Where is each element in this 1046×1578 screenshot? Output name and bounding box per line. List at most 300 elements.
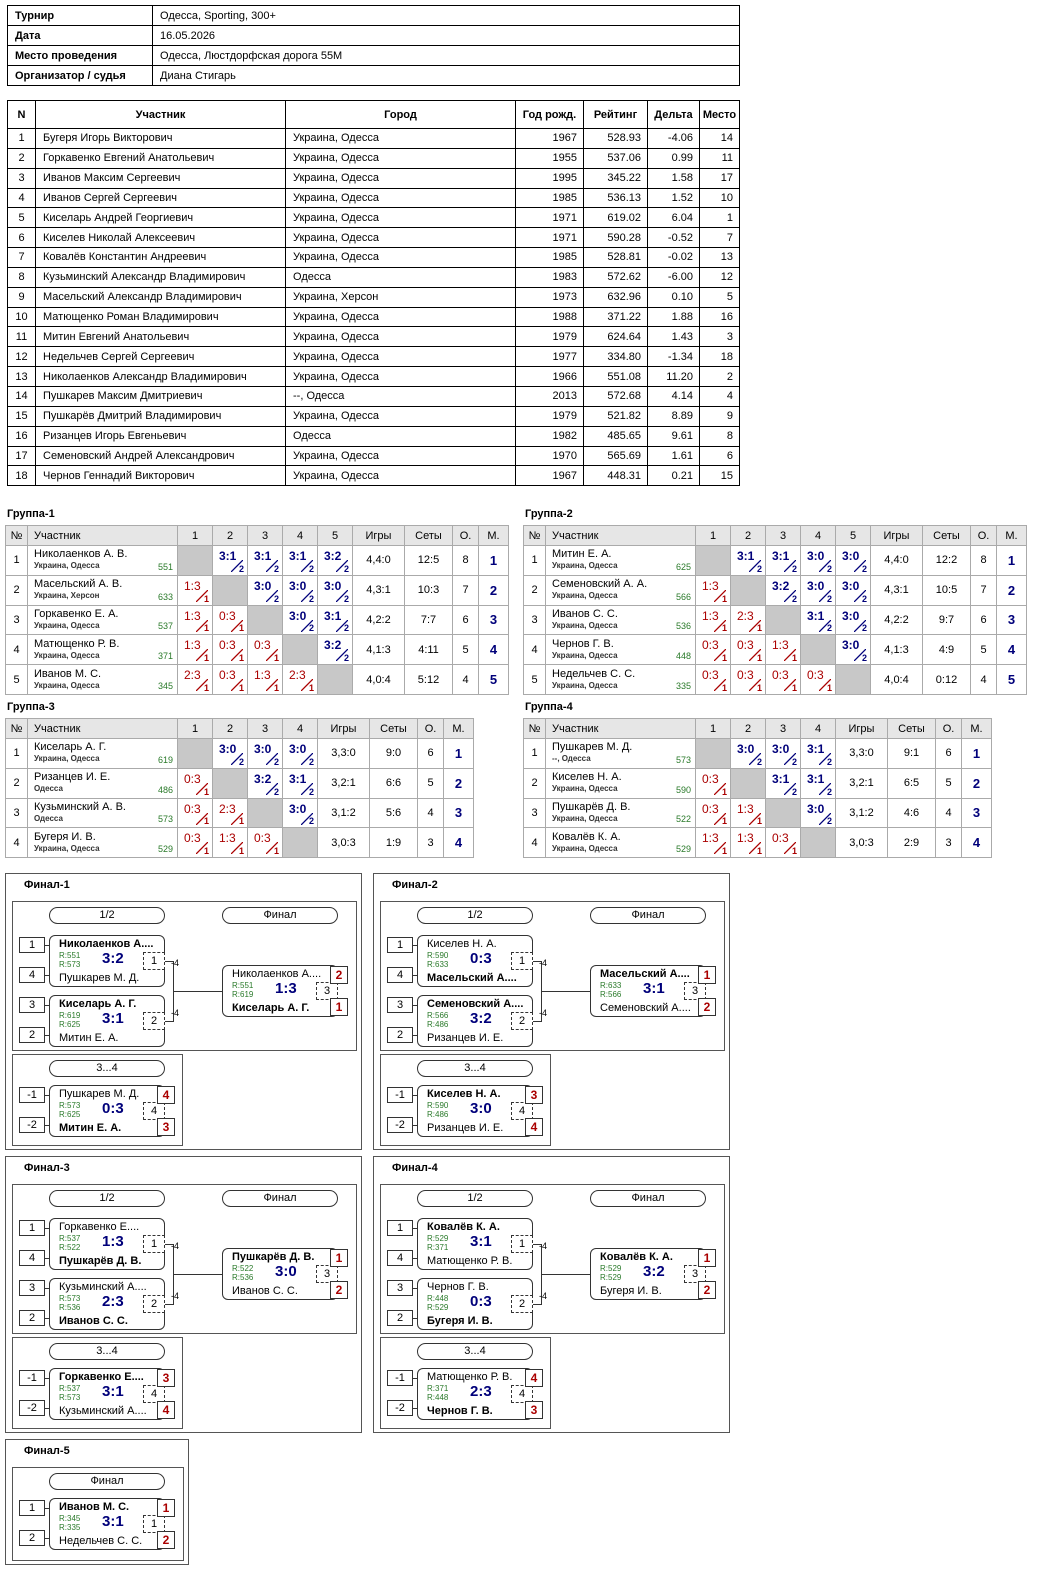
group-column-header: 5: [318, 526, 353, 546]
match-player1: Кузьминский А....: [59, 1281, 147, 1293]
participant-place: 2: [700, 367, 740, 387]
player-city: Украина, Одесса: [34, 620, 100, 630]
result-cell: [731, 665, 766, 695]
player-place: 1: [997, 546, 1027, 576]
group-column-header: №: [524, 719, 546, 739]
participant-name: Матющенко Роман Владимирович: [36, 307, 286, 327]
player-city: Украина, Одесса: [34, 650, 100, 660]
match-player2: Иванов С. С.: [232, 1285, 298, 1297]
participant-row: [8, 248, 740, 268]
third-place-bracket: [380, 1337, 551, 1429]
result-score: 3:1: [772, 549, 790, 563]
player-cell: [546, 546, 696, 576]
participant-delta: 1.61: [648, 446, 700, 466]
match-score: 3:1: [470, 1233, 492, 1250]
result-cell: [213, 739, 248, 769]
player-place: 2: [479, 575, 509, 605]
match-player1: Семеновский А....: [427, 998, 524, 1010]
final-title: Финал-1: [24, 879, 70, 891]
match-rating1: R:551: [232, 981, 254, 990]
result-cell: [248, 635, 283, 665]
participant-rating: 572.68: [584, 386, 648, 406]
result-score: 0:3: [219, 668, 236, 683]
match-player2: Бугеря И. В.: [427, 1315, 493, 1327]
seed-box: -2: [19, 1400, 45, 1416]
participant-rating: 334.80: [584, 347, 648, 367]
final-bracket: [12, 1184, 357, 1334]
result-points: 1: [756, 653, 762, 664]
match-player1: Ковалёв К. А.: [600, 1251, 673, 1263]
result-points: 1: [203, 786, 209, 797]
match-table: 2: [511, 1012, 533, 1030]
match-rating1: R:590: [427, 951, 449, 960]
participant-rating: 485.65: [584, 426, 648, 446]
match-rating1: R:619: [59, 1011, 81, 1020]
result-cell: [178, 665, 213, 695]
result: [766, 828, 800, 857]
player-sets: 4:11: [405, 635, 453, 665]
diagonal-cell: [213, 768, 248, 798]
player-city: Украина, Одесса: [34, 754, 100, 764]
match-table: 1: [511, 952, 533, 970]
player-points: 5: [936, 768, 962, 798]
player-city: Украина, Одесса: [552, 620, 618, 630]
participant-rating: 345.22: [584, 168, 648, 188]
player-points: 6: [418, 739, 444, 769]
player-number: 2: [6, 575, 28, 605]
player-sets: 10:5: [923, 575, 971, 605]
participant-birth-year: 1955: [516, 148, 584, 168]
match-box: [417, 935, 533, 987]
match-rating1: R:566: [427, 1011, 449, 1020]
result-score: 3:0: [807, 549, 825, 563]
seed-box: -2: [387, 1117, 413, 1133]
participant-place: 6: [700, 446, 740, 466]
loser-label: -4: [171, 958, 180, 968]
participant-rating: 565.69: [584, 446, 648, 466]
player-sets: 6:6: [370, 768, 418, 798]
diagonal-cell: [178, 546, 213, 576]
result-score: 3:0: [289, 801, 307, 816]
participant-name: Митин Евгений Анатольевич: [36, 327, 286, 347]
result-points: 1: [203, 846, 209, 857]
player-number: 2: [6, 768, 28, 798]
match-table: 2: [143, 1012, 165, 1030]
participant-row: [8, 426, 740, 446]
player-number: 3: [524, 605, 546, 635]
participant-birth-year: 1985: [516, 188, 584, 208]
round-label: 3...4: [417, 1060, 533, 1077]
result-score: 3:2: [254, 771, 272, 786]
result-score: 3:0: [842, 549, 860, 563]
group-column-header: О.: [936, 719, 962, 739]
player-number: 3: [524, 798, 546, 828]
participant-city: Украина, Одесса: [286, 307, 516, 327]
player-city: Украина, Одесса: [34, 680, 100, 690]
result: [696, 799, 730, 828]
match-player1: Горкавенко Е....: [59, 1371, 144, 1383]
result-cell: [283, 575, 318, 605]
loser-label: -4: [539, 1291, 548, 1301]
match-player2: Митин Е. А.: [59, 1032, 119, 1044]
participant-number: 2: [8, 148, 36, 168]
match-rating1: R:573: [59, 1294, 81, 1303]
match-player1: Киселарь А. Г.: [59, 998, 137, 1010]
result-cell: [318, 605, 353, 635]
round-label: 1/2: [49, 1190, 165, 1207]
match-table: 1: [143, 952, 165, 970]
participant-name: Николаенков Александр Владимирович: [36, 367, 286, 387]
group-row: [524, 665, 1027, 695]
player-place: 1: [479, 546, 509, 576]
diagonal-cell: [283, 828, 318, 858]
participant-rating: 572.62: [584, 267, 648, 287]
result-points: 2: [343, 653, 349, 664]
participant-city: --, Одесса: [286, 386, 516, 406]
group-column-header: 4: [801, 719, 836, 739]
result-score: 3:0: [289, 608, 307, 623]
column-header: Город: [286, 101, 516, 129]
player-place: 2: [962, 768, 992, 798]
result-points: 1: [273, 653, 279, 664]
participant-number: 1: [8, 129, 36, 149]
result: [766, 576, 800, 605]
participant-row: [8, 148, 740, 168]
match-box: [49, 1218, 165, 1270]
participant-number: 6: [8, 228, 36, 248]
result-points: 1: [721, 682, 727, 693]
final-panel: [373, 873, 730, 1150]
result: [766, 769, 800, 798]
player-points: 4: [418, 798, 444, 828]
player-number: 4: [6, 635, 28, 665]
result-cell: [318, 546, 353, 576]
player-sets: 4:9: [923, 635, 971, 665]
participant-delta: 0.99: [648, 148, 700, 168]
result: [696, 576, 730, 605]
player-rating: 537: [157, 621, 173, 632]
result-points: 1: [238, 816, 244, 827]
player-number: 4: [524, 828, 546, 858]
player-name: Масельский А. В.: [34, 578, 123, 591]
result: [178, 606, 212, 635]
match-rating2: R:573: [59, 960, 81, 969]
player-place: 4: [997, 635, 1027, 665]
player-sets: 0:12: [923, 665, 971, 695]
place-box: 2: [698, 998, 716, 1016]
participant-city: Украина, Одесса: [286, 188, 516, 208]
match-score: 1:3: [275, 980, 297, 997]
participant-delta: 4.14: [648, 386, 700, 406]
participant-row: [8, 208, 740, 228]
result: [213, 828, 247, 857]
player-city: Украина, Одесса: [552, 680, 618, 690]
player-place: 2: [444, 768, 474, 798]
participant-name: Ковалёв Константин Андреевич: [36, 248, 286, 268]
player-points: 6: [453, 605, 479, 635]
match-score: 2:3: [470, 1383, 492, 1400]
participant-place: 13: [700, 248, 740, 268]
player-name: Ризанцев И. Е.: [34, 771, 111, 784]
result-points: 1: [756, 846, 762, 857]
info-value: Диана Стигарь: [153, 66, 740, 86]
player-cell: [28, 575, 178, 605]
match-score: 3:0: [470, 1100, 492, 1117]
player-sets: 5:12: [405, 665, 453, 695]
seed-box: -1: [19, 1087, 45, 1103]
result-points: 2: [791, 563, 797, 574]
result: [318, 576, 352, 605]
place-box: 3: [525, 1401, 543, 1419]
match-box: [222, 1248, 338, 1300]
match-score: 3:2: [643, 1263, 665, 1280]
result-points: 1: [721, 846, 727, 857]
result-points: 2: [308, 593, 314, 604]
result-points: 2: [826, 756, 832, 767]
result-cell: [836, 635, 871, 665]
player-games: 3,2:1: [836, 768, 888, 798]
participant-row: [8, 287, 740, 307]
participant-city: Украина, Одесса: [286, 228, 516, 248]
result-score: 3:0: [807, 578, 825, 593]
result-score: 3:1: [219, 549, 237, 563]
result-score: 3:1: [807, 742, 825, 756]
player-cell: [546, 665, 696, 695]
participant-row: [8, 386, 740, 406]
participant-birth-year: 2013: [516, 386, 584, 406]
group-column-header: Участник: [546, 526, 696, 546]
participant-place: 10: [700, 188, 740, 208]
result-score: 0:3: [254, 831, 271, 846]
result-points: 1: [203, 593, 209, 604]
match-rating2: R:566: [600, 990, 622, 999]
participant-row: [8, 466, 740, 486]
info-row: [8, 26, 740, 46]
participant-place: 9: [700, 406, 740, 426]
result-score: 0:3: [184, 771, 201, 786]
player-place: 1: [962, 739, 992, 769]
player-number: 5: [524, 665, 546, 695]
result-cell: [731, 798, 766, 828]
participant-number: 18: [8, 466, 36, 486]
player-city: Украина, Одесса: [552, 561, 618, 571]
place-box: 1: [330, 1249, 348, 1267]
connector: [165, 1304, 173, 1305]
match-player1: Матющенко Р. В.: [427, 1371, 513, 1383]
participant-birth-year: 1977: [516, 347, 584, 367]
place-box: 3: [157, 1118, 175, 1136]
participant-place: 15: [700, 466, 740, 486]
player-place: 3: [444, 798, 474, 828]
group-row: [524, 605, 1027, 635]
match-player1: Николаенков А....: [232, 968, 322, 980]
player-cell: [546, 605, 696, 635]
match-player1: Горкавенко Е....: [59, 1221, 140, 1233]
seed-box: 1: [19, 1220, 45, 1236]
diagonal-cell: [766, 605, 801, 635]
participant-city: Украина, Одесса: [286, 347, 516, 367]
result-points: 1: [791, 846, 797, 857]
match-box: [222, 965, 338, 1017]
player-cell: [28, 828, 178, 858]
result: [766, 739, 800, 768]
result-cell: [731, 739, 766, 769]
match-rating1: R:448: [427, 1294, 449, 1303]
match-player1: Киселев Н. А.: [427, 938, 497, 950]
group-row: [524, 768, 992, 798]
result-cell: [731, 546, 766, 576]
participant-row: [8, 446, 740, 466]
result-points: 2: [308, 623, 314, 634]
result: [731, 739, 765, 768]
match-table: 1: [143, 1515, 165, 1533]
player-cell: [546, 635, 696, 665]
match-table: 2: [511, 1295, 533, 1313]
participant-delta: 1.52: [648, 188, 700, 208]
result-score: 3:0: [289, 742, 307, 756]
seed-box: 4: [387, 967, 413, 983]
participant-delta: 9.61: [648, 426, 700, 446]
match-player2: Масельский А....: [427, 972, 517, 984]
participant-name: Пушкарев Максим Дмитриевич: [36, 386, 286, 406]
info-key: Место проведения: [8, 46, 153, 66]
result-cell: [696, 828, 731, 858]
participant-birth-year: 1979: [516, 406, 584, 426]
participant-row: [8, 367, 740, 387]
match-rating2: R:522: [59, 1243, 81, 1252]
result-cell: [696, 575, 731, 605]
match-box: [417, 1278, 533, 1330]
player-cell: [28, 798, 178, 828]
round-label: Финал: [590, 1190, 706, 1207]
seed-box: 2: [19, 1027, 45, 1043]
match-player1: Николаенков А....: [59, 938, 154, 950]
result-points: 1: [238, 846, 244, 857]
result-cell: [696, 798, 731, 828]
player-points: 5: [453, 635, 479, 665]
result-score: 0:3: [184, 831, 201, 846]
seed-box: -2: [19, 1117, 45, 1133]
player-name: Ковалёв К. А.: [552, 830, 621, 843]
player-place: 5: [479, 665, 509, 695]
result-points: 2: [308, 563, 314, 574]
match-rating2: R:625: [59, 1020, 81, 1029]
connector: [165, 1021, 173, 1022]
player-number: 2: [524, 768, 546, 798]
diagonal-cell: [283, 635, 318, 665]
participant-delta: -6.00: [648, 267, 700, 287]
player-name: Матющенко Р. В.: [34, 637, 120, 650]
player-sets: 6:5: [888, 768, 936, 798]
match-player2: Пушкарев М. Д.: [59, 972, 140, 984]
loser-label: -4: [539, 1008, 548, 1018]
result: [248, 828, 282, 857]
match-rating1: R:345: [59, 1514, 81, 1523]
participant-rating: 590.28: [584, 228, 648, 248]
result-score: 3:1: [772, 771, 790, 786]
group-column-header: 2: [213, 719, 248, 739]
seed-box: 3: [387, 1280, 413, 1296]
participant-birth-year: 1988: [516, 307, 584, 327]
match-rating1: R:590: [427, 1101, 449, 1110]
result-score: 0:3: [702, 638, 719, 653]
player-cell: [546, 798, 696, 828]
result-points: 1: [791, 653, 797, 664]
participant-rating: 521.82: [584, 406, 648, 426]
result-score: 0:3: [702, 801, 719, 816]
group-column-header: 4: [801, 526, 836, 546]
result-score: 0:3: [737, 638, 754, 653]
result-cell: [766, 635, 801, 665]
player-points: 3: [936, 828, 962, 858]
result-score: 3:0: [772, 742, 790, 756]
match-box: [49, 935, 165, 987]
seed-box: 1: [19, 1500, 45, 1516]
round-label: 1/2: [417, 907, 533, 924]
participant-name: Иванов Максим Сергеевич: [36, 168, 286, 188]
result-points: 2: [308, 786, 314, 797]
player-rating: 625: [675, 561, 691, 572]
match-player1: Пушкарёв Д. В.: [232, 1251, 315, 1263]
result: [248, 635, 282, 664]
participant-city: Украина, Одесса: [286, 466, 516, 486]
player-rating: 573: [157, 814, 173, 825]
match-rating1: R:537: [59, 1384, 81, 1393]
result-cell: [178, 575, 213, 605]
player-sets: 12:2: [923, 546, 971, 576]
group-table: [523, 718, 992, 858]
player-games: 4,2:2: [353, 605, 405, 635]
match-box: [417, 1085, 533, 1137]
result-points: 2: [343, 593, 349, 604]
match-player2: Пушкарёв Д. В.: [59, 1255, 142, 1267]
match-player2: Митин Е. А.: [59, 1122, 122, 1134]
match-rating1: R:573: [59, 1101, 81, 1110]
diagonal-cell: [766, 798, 801, 828]
result: [801, 576, 835, 605]
match-rating2: R:529: [600, 1273, 622, 1282]
match-player2: Матющенко Р. В.: [427, 1255, 513, 1267]
player-sets: 1:9: [370, 828, 418, 858]
result-cell: [836, 605, 871, 635]
player-name: Киселарь А. Г.: [34, 741, 107, 754]
player-points: 4: [936, 798, 962, 828]
match-score: 3:1: [643, 980, 665, 997]
result-points: 2: [756, 563, 762, 574]
result-score: 3:1: [737, 549, 755, 563]
diagonal-cell: [731, 575, 766, 605]
participant-name: Чернов Геннадий Викторович: [36, 466, 286, 486]
match-table: 4: [143, 1385, 165, 1403]
round-label: 3...4: [49, 1343, 165, 1360]
group-column-header: О.: [418, 719, 444, 739]
player-place: 3: [479, 605, 509, 635]
result: [801, 739, 835, 768]
round-label: Финал: [590, 907, 706, 924]
player-cell: [28, 665, 178, 695]
result-score: 0:3: [184, 801, 201, 816]
player-name: Кузьминский А. В.: [34, 800, 126, 813]
result-score: 1:3: [254, 668, 271, 683]
result-cell: [248, 665, 283, 695]
seed-box: 1: [387, 1220, 413, 1236]
result-score: 3:2: [324, 638, 342, 653]
group-column-header: 2: [213, 526, 248, 546]
result: [283, 665, 317, 694]
match-box: [590, 1248, 706, 1300]
player-rating: 573: [675, 754, 691, 765]
place-box: 2: [157, 1531, 175, 1549]
